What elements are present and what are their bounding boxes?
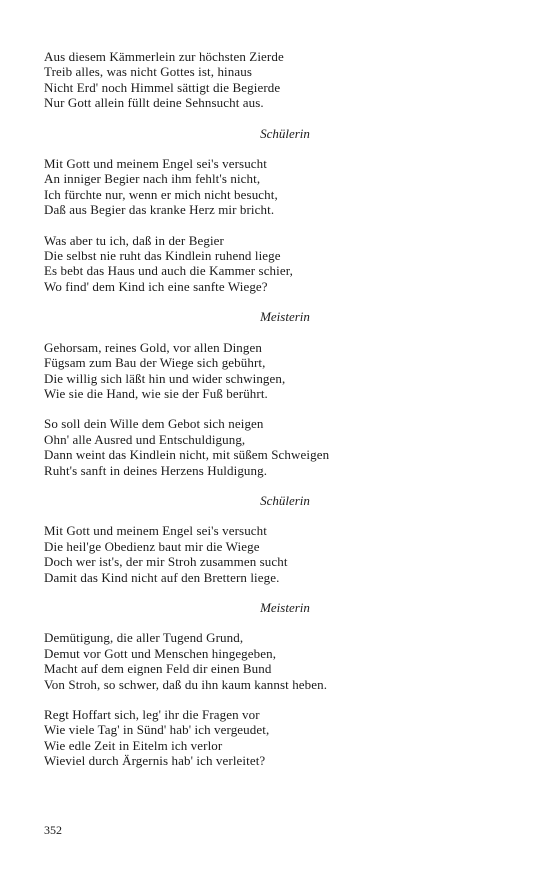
verse-line: An inniger Begier nach ihm fehlt's nicht,	[44, 171, 261, 187]
verse-line: Es bebt das Haus und auch die Kammer schier,	[44, 263, 294, 279]
speaker-heading: Meisterin	[260, 599, 310, 615]
verse-line: Wie edle Zeit in Eitelm ich verlor	[44, 737, 223, 753]
stanza	[44, 340, 514, 402]
stanza	[44, 630, 514, 692]
verse-line: Damit das Kind nicht auf den Brettern liege.	[44, 569, 280, 585]
verse-line: Treib alles, was nicht Gottes ist, hinaus	[44, 64, 252, 80]
stanza	[44, 707, 514, 769]
verse-line: Mit Gott und meinem Engel sei's versucht	[44, 523, 267, 539]
verse-line: Die selbst nie ruht das Kindlein ruhend liege	[44, 248, 281, 264]
verse-line: Ich fürchte nur, wenn er mich nicht besucht,	[44, 186, 278, 202]
verse-line: Ohn' alle Ausred und Entschuldigung,	[44, 431, 246, 447]
stanza	[44, 416, 514, 478]
verse-line: Mit Gott und meinem Engel sei's versucht	[44, 156, 267, 172]
verse-line: Doch wer ist's, der mir Stroh zusammen sucht	[44, 554, 288, 570]
verse-line: Nur Gott allein füllt deine Sehnsucht aus.	[44, 95, 264, 111]
verse-line: Nicht Erd' noch Himmel sättigt die Begierde	[44, 79, 281, 95]
verse-line: Demut vor Gott und Menschen hingegeben,	[44, 645, 277, 661]
verse-line: Regt Hoffart sich, leg' ihr die Fragen vor	[44, 707, 260, 722]
verse-line: Demütigung, die aller Tugend Grund,	[44, 630, 244, 646]
stanza	[44, 156, 514, 218]
verse-line: Macht auf dem eignen Feld dir einen Bund	[44, 661, 272, 677]
stanza	[44, 49, 514, 111]
verse-line: Die heil'ge Obedienz baut mir die Wiege	[44, 538, 260, 554]
verse-line: Wieviel durch Ärgernis hab' ich verleitet?	[44, 753, 266, 769]
verse-line: Von Stroh, so schwer, daß du ihn kaum kannst heben.	[44, 676, 328, 692]
verse-line: Wie sie die Hand, wie sie der Fuß berührt.	[44, 385, 268, 401]
verse-line: Fügsam zum Bau der Wiege sich gebührt,	[44, 355, 266, 371]
verse-line: Was aber tu ich, daß in der Begier	[44, 232, 224, 248]
verse-line: Wo find' dem Kind ich eine sanfte Wiege?	[44, 278, 268, 294]
verse-line: Wie viele Tag' in Sünd' hab' ich vergeudet,	[44, 722, 270, 738]
verse-line: Die willig sich läßt hin und wider schwingen,	[44, 370, 286, 386]
speaker-heading: Schülerin	[260, 125, 310, 141]
verse-line: Aus diesem Kämmerlein zur höchsten Zierde	[44, 49, 284, 64]
verse-line: Gehorsam, reines Gold, vor allen Dingen	[44, 339, 262, 355]
verse-line: Daß aus Begier das kranke Herz mir bricht.	[44, 202, 275, 218]
speaker-heading: Meisterin	[260, 309, 310, 325]
stanza	[44, 233, 514, 295]
verse-line: Dann weint das Kindlein nicht, mit süßem Schweigen	[44, 447, 330, 463]
page-number: 352	[44, 823, 62, 837]
stanza	[44, 523, 514, 585]
verse-line: Ruht's sanft in deines Herzens Huldigung.	[44, 462, 268, 478]
page-body	[44, 49, 514, 784]
verse-line: So soll dein Wille dem Gebot sich neigen	[44, 416, 264, 432]
speaker-heading: Schülerin	[260, 492, 310, 508]
